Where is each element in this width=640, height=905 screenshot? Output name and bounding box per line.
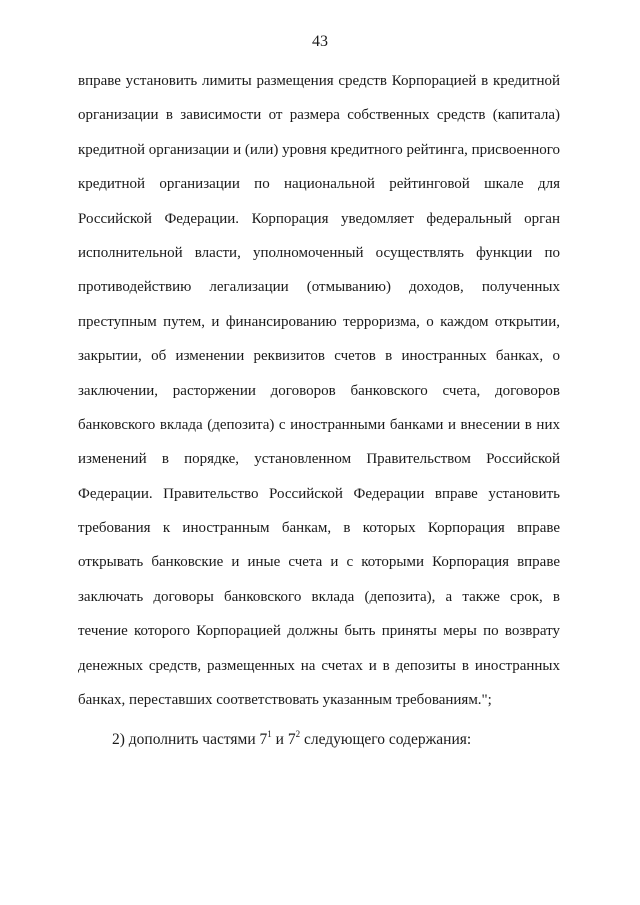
paragraph-line: банковского вклада (депозита) с иностранными банками и внесении в них xyxy=(78,416,560,433)
item-2-prefix: 2) дополнить частями 7 xyxy=(112,731,268,748)
paragraph-line: закрытии, об изменении реквизитов счетов в иностранных банках, о xyxy=(78,348,560,365)
item-2-suffix: следующего содержания: xyxy=(300,731,472,748)
superscript-1: 1 xyxy=(267,728,272,739)
paragraph-line: требования к иностранным банкам, в которых Корпорация вправе xyxy=(78,520,560,537)
paragraph-line: заключении, расторжении договоров банковского счета, договоров xyxy=(78,382,560,399)
paragraph-line: кредитной организации по национальной рейтинговой шкале для xyxy=(78,176,560,193)
item-2-middle: и 7 xyxy=(271,731,296,748)
paragraph-line: преступным путем, и финансированию терроризма, о каждом открытии, xyxy=(78,313,560,330)
paragraph-text xyxy=(78,64,560,717)
paragraph-line: открывать банковские и иные счета и с которыми Корпорация вправе xyxy=(78,554,560,571)
paragraph-line: банках, переставших соответствовать указанным требованиям."; xyxy=(78,692,492,709)
paragraph-line: Российской Федерации. Корпорация уведомляет федеральный орган xyxy=(78,210,560,227)
paragraph-line: заключать договоры банковского вклада (депозита), а также срок, в xyxy=(78,588,560,605)
paragraph-line: кредитной организации и (или) уровня кредитного рейтинга, присвоенного xyxy=(78,141,560,158)
paragraph-line: Федерации. Правительство Российской Федерации вправе установить xyxy=(78,485,560,502)
paragraph-line: организации в зависимости от размера собственных средств (капитала) xyxy=(78,107,560,124)
paragraph-line: исполнительной власти, уполномоченный осуществлять функции по xyxy=(78,244,560,261)
paragraph-line: вправе установить лимиты размещения средств Корпорацией в кредитной xyxy=(78,73,560,89)
paragraph-line: течение которого Корпорацией должны быть приняты меры по возврату xyxy=(78,623,560,640)
amendment-item-2 xyxy=(112,726,471,754)
paragraph-line: изменений в порядке, установленном Правительством Российской xyxy=(78,451,560,468)
paragraph-line: денежных средств, размещенных на счетах и в депозиты в иностранных xyxy=(78,657,560,674)
page-number: 43 xyxy=(312,33,328,50)
superscript-2: 2 xyxy=(295,728,301,739)
paragraph-line: противодействию легализации (отмыванию) доходов, полученных xyxy=(78,279,560,296)
